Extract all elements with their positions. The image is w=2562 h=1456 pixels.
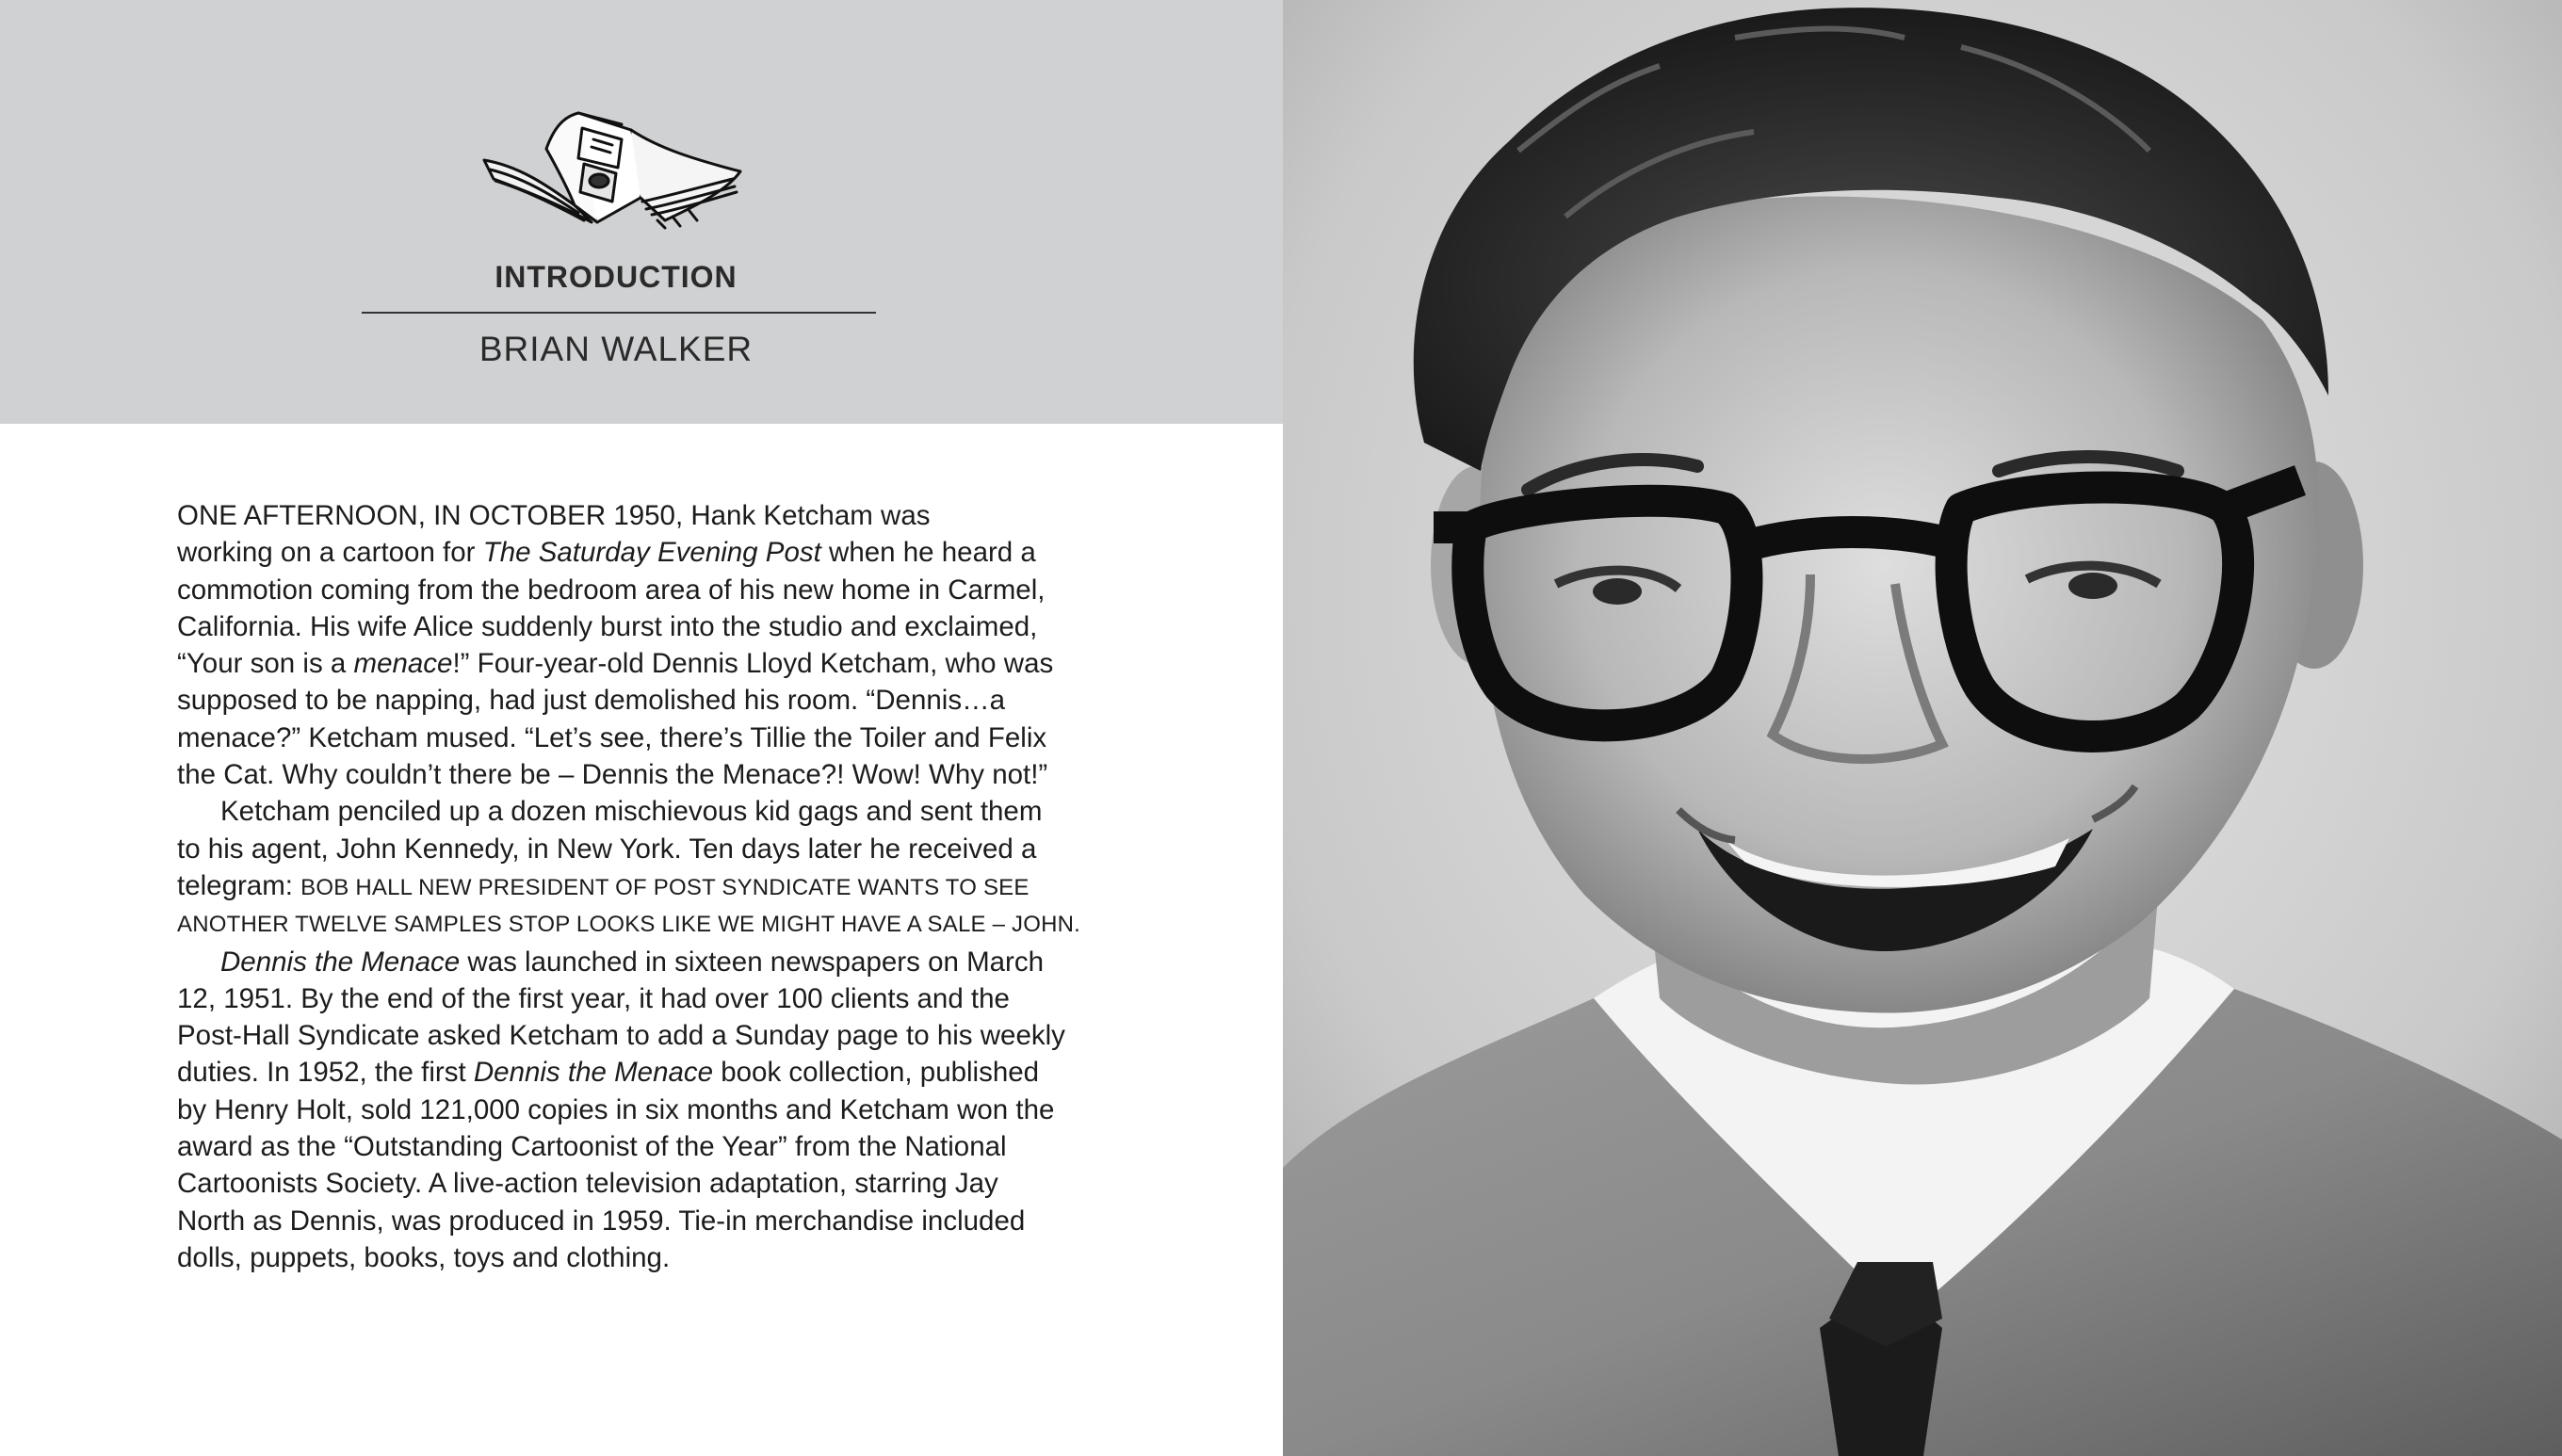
title-divider	[362, 312, 876, 314]
open-comic-book-icon	[480, 111, 744, 232]
text-line: the Cat. Why couldn’t there be – Dennis the Menace?! Wow! Why not!”	[177, 759, 1048, 791]
text-line: Dennis the Menace was launched in sixteen newspapers on March	[220, 946, 1045, 978]
text-line: menace?” Ketcham mused. “Let’s see, there’s Tillie the Toiler and Felix	[177, 721, 1047, 753]
artist-portrait-photo	[1283, 0, 2562, 1456]
text-line: Ketcham penciled up a dozen mischievous kid gags and sent them	[220, 796, 1043, 828]
text-line: working on a cartoon for The Saturday Evening Post when he heard a	[177, 537, 1036, 569]
section-title: INTRODUCTION	[495, 260, 738, 294]
text-line: award as the “Outstanding Cartoonist of the Year” from the National	[177, 1131, 1007, 1163]
introduction-text	[177, 497, 1147, 1276]
text-line: ONE AFTERNOON, IN OCTOBER 1950, Hank Ketcham was	[177, 500, 931, 531]
text-line: Post-Hall Syndicate asked Ketcham to add a Sunday page to his weekly	[177, 1020, 1065, 1052]
header-band	[0, 0, 1283, 424]
text-line: North as Dennis, was produced in 1959. Tie-in merchandise included	[177, 1205, 1026, 1237]
text-line: 12, 1951. By the end of the first year, it had over 100 clients and the	[177, 982, 1010, 1014]
text-line: by Henry Holt, sold 121,000 copies in six months and Ketcham won the	[177, 1093, 1055, 1125]
author-name: BRIAN WALKER	[478, 330, 754, 368]
text-line: telegram: BOB HALL NEW PRESIDENT OF POST SYNDICATE WANTS TO SEE	[177, 869, 1030, 901]
text-line: “Your son is a menace!” Four-year-old Dennis Lloyd Ketcham, who was	[177, 648, 1054, 680]
text-line: duties. In 1952, the first Dennis the Menace book collection, published	[177, 1057, 1040, 1089]
text-line: California. His wife Alice suddenly burst into the studio and exclaimed,	[177, 610, 1038, 642]
text-line: Cartoonists Society. A live-action television adaptation, starring Jay	[177, 1168, 998, 1200]
portrait-illustration	[1283, 0, 2562, 1456]
text-line: ANOTHER TWELVE SAMPLES STOP LOOKS LIKE WE MIGHT HAVE A SALE – JOHN.	[177, 912, 1081, 938]
text-line: to his agent, John Kennedy, in New York. Ten days later he received a	[177, 833, 1037, 865]
text-line: supposed to be napping, had just demolished his room. “Dennis…a	[177, 685, 1005, 717]
text-line: commotion coming from the bedroom area of his new home in Carmel,	[177, 574, 1046, 606]
text-line: dolls, puppets, books, toys and clothing.	[177, 1241, 671, 1273]
